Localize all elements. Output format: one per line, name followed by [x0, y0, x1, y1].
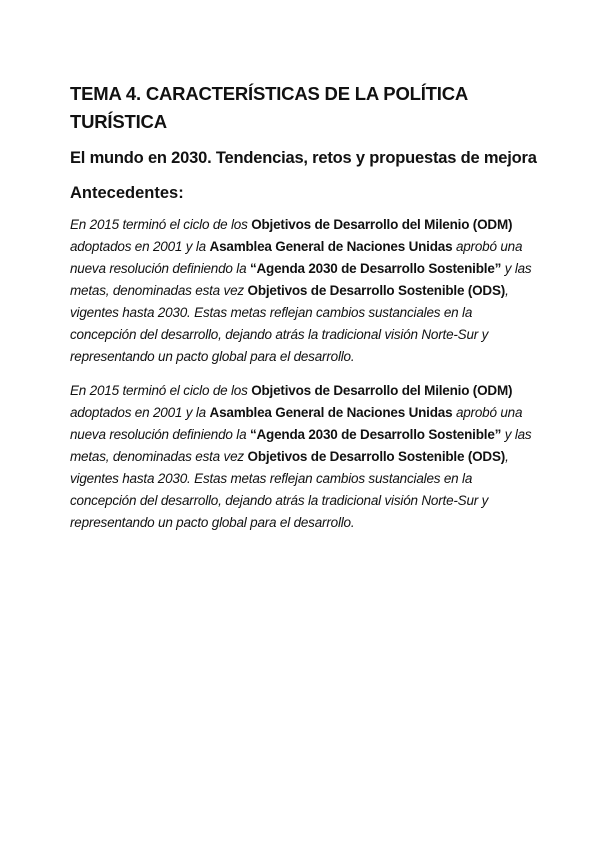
bold-term: Objetivos de Desarrollo Sostenible (ODS)	[247, 283, 506, 298]
bold-term: Asamblea General de Naciones Unidas	[209, 239, 453, 254]
document-page	[70, 80, 540, 546]
bold-term: Asamblea General de Naciones Unidas	[209, 405, 453, 420]
paragraph-text: En 2015 terminó el ciclo de los	[70, 383, 252, 398]
document-subtitle: El mundo en 2030. Tendencias, retos y propuestas de mejora	[70, 149, 537, 167]
paragraph-text: aprobó una nueva resolución definiendo la	[70, 405, 523, 442]
bold-term: “Agenda 2030 de Desarrollo Sostenible”	[249, 261, 502, 276]
paragraph-text: aprobó una nueva resolución definiendo la	[70, 239, 523, 276]
bold-term: Objetivos de Desarrollo del Milenio (ODM)	[251, 217, 513, 232]
paragraph-text: adoptados en 2001 y la	[70, 405, 210, 420]
paragraph-text: y las metas, denominadas esta vez	[70, 427, 532, 464]
paragraphs-container	[70, 214, 540, 534]
paragraph-text: adoptados en 2001 y la	[70, 239, 210, 254]
bold-term: Objetivos de Desarrollo del Milenio (ODM)	[251, 383, 513, 398]
paragraph-text: En 2015 terminó el ciclo de los	[70, 217, 252, 232]
body-paragraph	[70, 214, 540, 368]
paragraph-text: y las metas, denominadas esta vez	[70, 261, 532, 298]
section-heading: Antecedentes:	[70, 184, 184, 202]
document-title: TEMA 4. CARACTERÍSTICAS DE LA POLÍTICA TURÍSTICA	[70, 83, 468, 132]
bold-term: Objetivos de Desarrollo Sostenible (ODS)	[247, 449, 506, 464]
bold-term: “Agenda 2030 de Desarrollo Sostenible”	[249, 427, 502, 442]
body-paragraph	[70, 380, 540, 534]
paragraph-text: , vigentes hasta 2030. Estas metas reflejan cambios sustanciales en la concepción del desarrollo, dejando atrás la tradicional visión Norte-Sur y representando un pacto global para el desarrollo.	[70, 283, 509, 364]
paragraph-text: , vigentes hasta 2030. Estas metas reflejan cambios sustanciales en la concepción del desarrollo, dejando atrás la tradicional visión Norte-Sur y representando un pacto global para el desarrollo.	[70, 449, 509, 530]
